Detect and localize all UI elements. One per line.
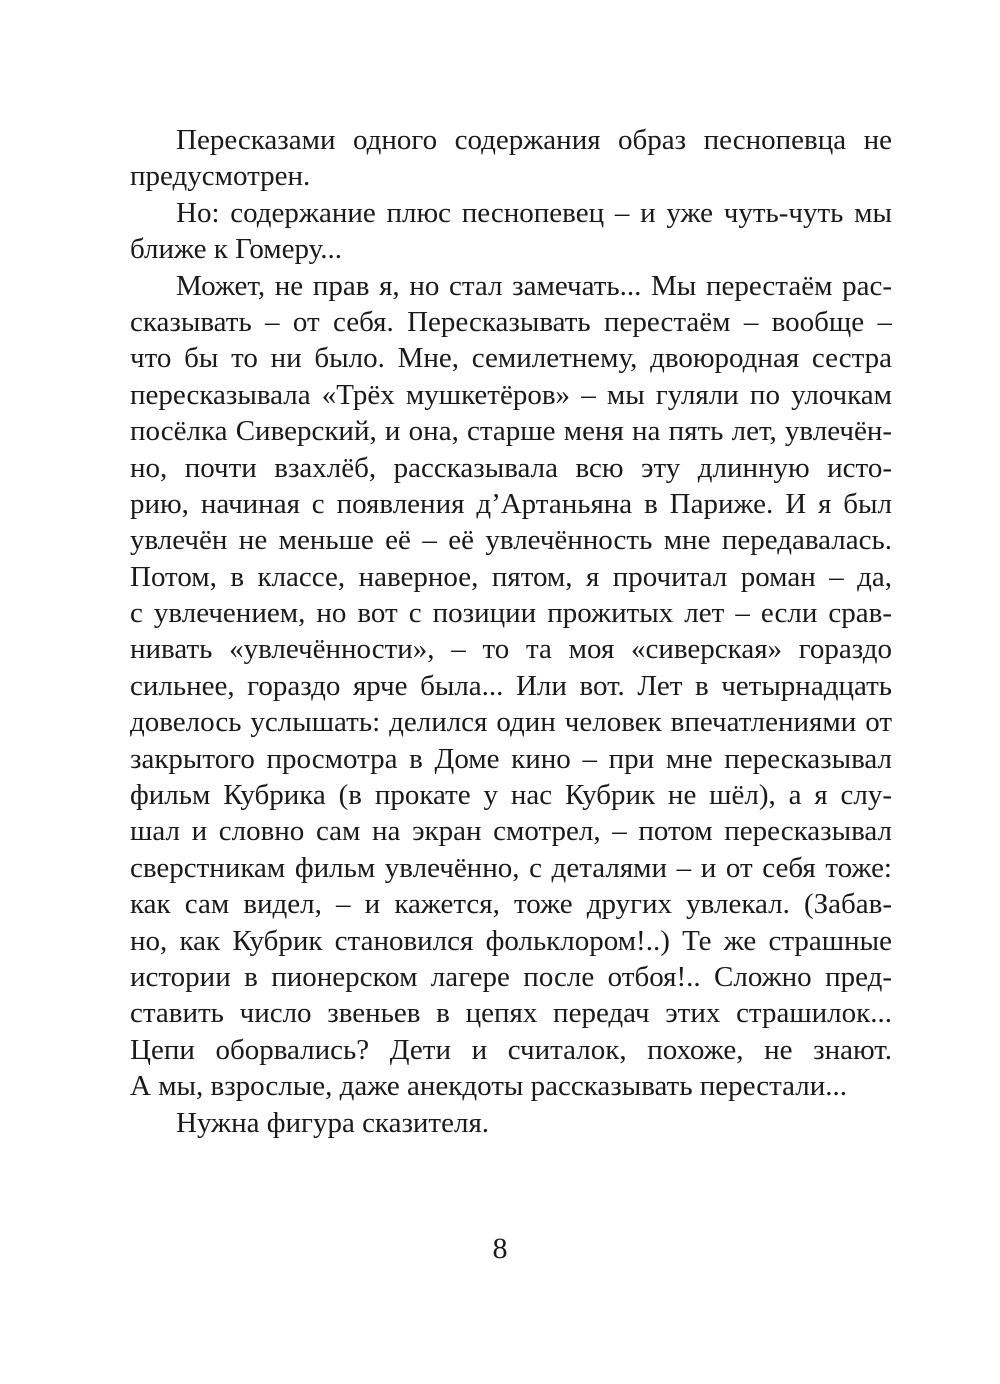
paragraph-4 bbox=[130, 1105, 892, 1141]
text-line: ставить число звеньев в цепях передач этих страшилок... bbox=[130, 997, 892, 1030]
text-line: что бы то ни было. Мне, семилетнему, двоюродная сестра bbox=[130, 342, 892, 375]
text-line: но, почти взахлёб, рассказывала всю эту длинную исто- bbox=[130, 451, 892, 484]
paragraph-2 bbox=[130, 195, 892, 268]
paragraph-3 bbox=[130, 268, 892, 1105]
text-line: но, как Кубрик становился фольклором!..) Те же страшные bbox=[130, 924, 892, 957]
text-line: А мы, взрослые, даже анекдоты рассказывать перестали... bbox=[130, 1070, 848, 1103]
paragraph-1 bbox=[130, 122, 892, 195]
text-line: Но: содержание плюс песнопевец – и уже чуть-чуть мы bbox=[176, 196, 892, 229]
text-line: Может, не прав я, но стал замечать... Мы перестаём рас- bbox=[176, 269, 892, 302]
text-line: сильнее, гораздо ярче была... Или вот. Лет в четырнадцать bbox=[130, 669, 892, 702]
text-line: нивать «увлечённости», – то та моя «сиверская» гораздо bbox=[130, 633, 892, 666]
text-line: истории в пионерском лагере после отбоя!.. Сложно пред- bbox=[130, 960, 892, 993]
text-line: рию, начиная с появления д’Артаньяна в Париже. И я был bbox=[130, 487, 892, 520]
text-line: Потом, в классе, наверное, пятом, я прочитал роман – да, bbox=[130, 560, 892, 593]
text-line: ближе к Гомеру... bbox=[130, 233, 342, 266]
text-line: закрытого просмотра в Доме кино – при мне пересказывал bbox=[130, 742, 892, 775]
text-line: Пересказами одного содержания образ песнопевца не bbox=[176, 124, 892, 156]
text-line: сказывать – от себя. Пересказывать перестаём – вообще – bbox=[130, 305, 892, 338]
text-line: с увлечением, но вот с позиции прожитых лет – если срав- bbox=[130, 597, 892, 630]
text-line: предусмотрен. bbox=[130, 160, 311, 193]
text-line: шал и словно сам на экран смотрел, – потом пересказывал bbox=[130, 815, 892, 848]
text-line: пересказывала «Трёх мушкетёров» – мы гуляли по улочкам bbox=[130, 378, 892, 411]
text-line: фильм Кубрика (в прокате у нас Кубрик не шёл), а я слу- bbox=[130, 779, 892, 812]
page-number: 8 bbox=[492, 1232, 508, 1265]
text-line: сверстникам фильм увлечённо, с деталями – и от себя тоже: bbox=[130, 851, 892, 884]
text-line: посёлка Сиверский, и она, старше меня на пять лет, увлечён- bbox=[130, 415, 892, 448]
text-line: Нужна фигура сказителя. bbox=[176, 1106, 490, 1139]
text-line: Цепи оборвались? Дети и считалок, похоже, не знают. bbox=[130, 1033, 892, 1066]
text-line: увлечён не меньше её – её увлечённость мне передавалась. bbox=[130, 524, 892, 557]
page-body bbox=[130, 122, 892, 1141]
text-line: довелось услышать: делился один человек впечатлениями от bbox=[130, 706, 892, 739]
text-line: как сам видел, – и кажется, тоже других увлекал. (Забав- bbox=[130, 888, 892, 921]
